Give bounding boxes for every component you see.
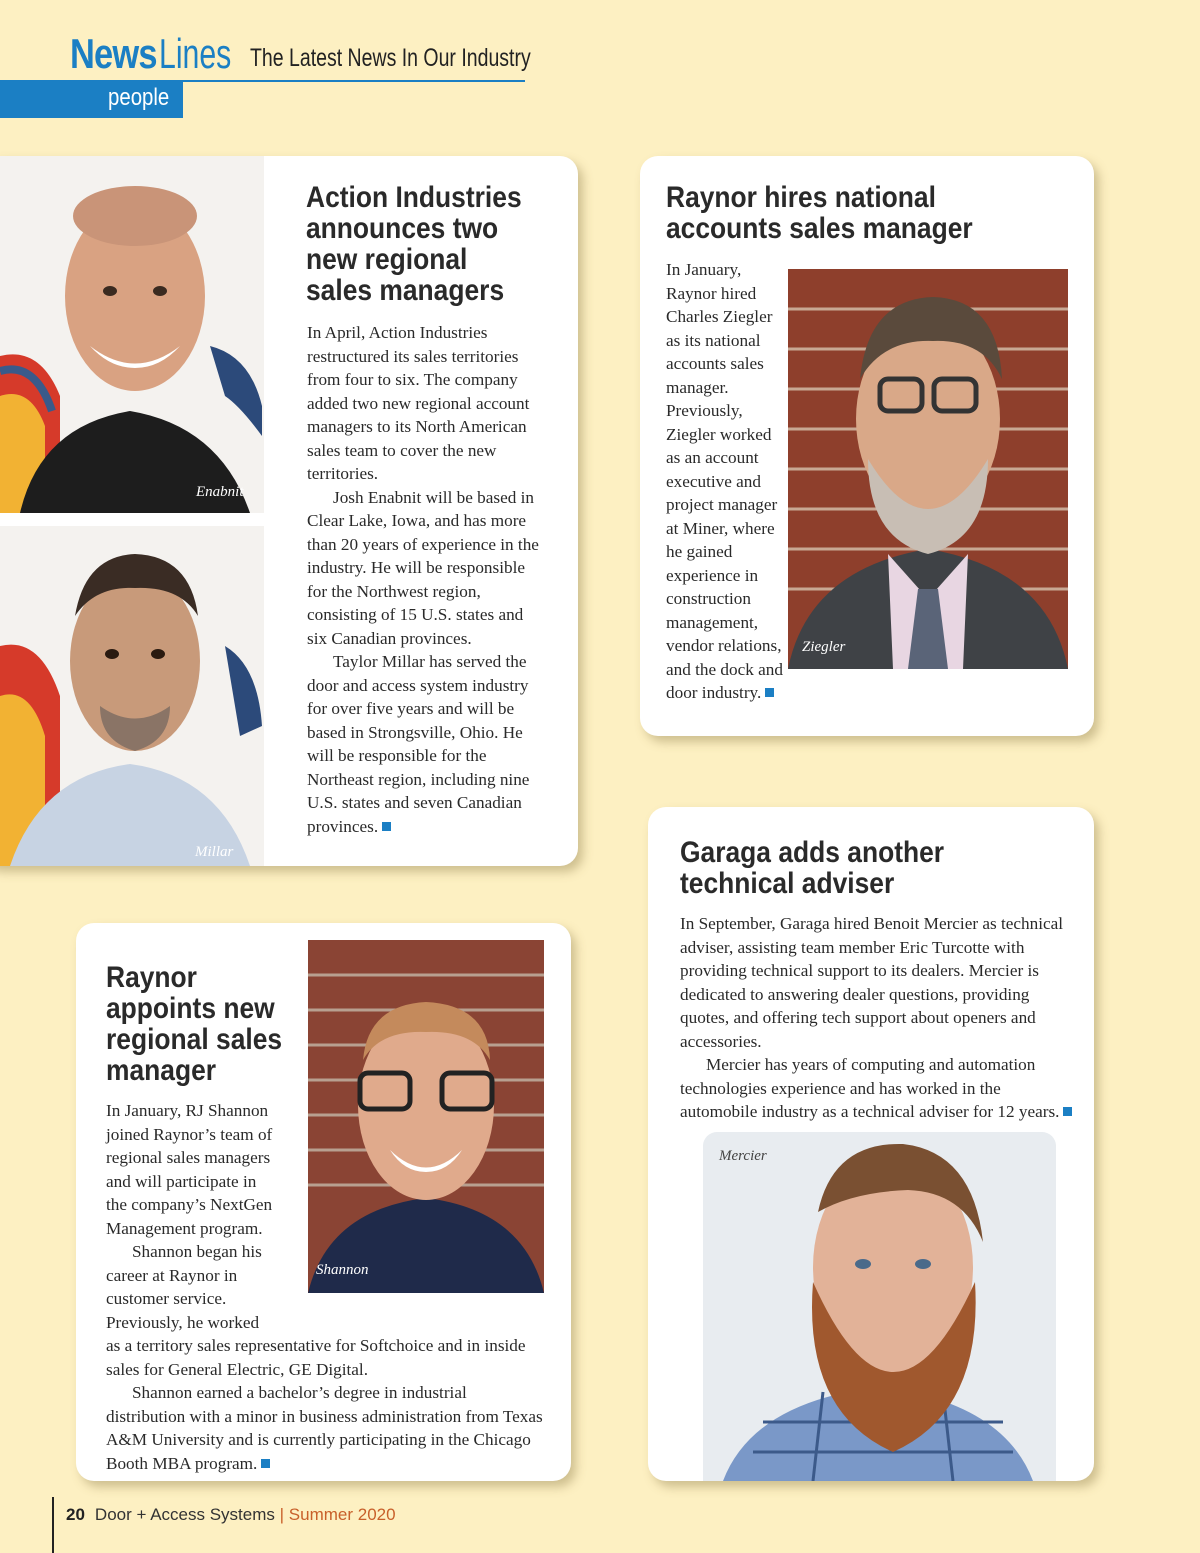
article-body-raynor-national xyxy=(666,258,966,705)
header-lines: Lines xyxy=(159,30,232,77)
paragraph: Shannon earned a bachelor’s degree in industrial distribution with a minor in business administration from Texas A&M University and is currently participating in the Chicago Booth MBA program. xyxy=(106,1383,543,1473)
article-card-action xyxy=(0,156,578,866)
article-title-raynor-national: Raynor hires national accounts sales manager xyxy=(666,181,973,245)
end-mark xyxy=(1063,1107,1072,1116)
page-footer xyxy=(52,1497,396,1553)
paragraph: In April, Action Industries restructured its sales territories from four to six. The company added two new regional account managers to its North American sales team to cover the new territories. xyxy=(307,323,530,483)
article-title-garaga: Garaga adds another technical adviser xyxy=(680,836,945,900)
photo-enabnit xyxy=(0,156,264,513)
footer-separator: | xyxy=(279,1505,285,1524)
section-tab-people xyxy=(0,80,183,118)
newslines-header xyxy=(70,30,531,82)
photo-mercier xyxy=(703,1132,1056,1481)
section-label: people xyxy=(108,84,170,111)
caption-enabnit: Enabnit xyxy=(196,484,244,500)
caption-shannon: Shannon xyxy=(316,1262,369,1278)
paragraph: Mercier has years of computing and automation technologies experience and has worked in the automobile industry as a technical adviser for 12 years. xyxy=(680,1055,1060,1121)
portrait-enabnit-image xyxy=(0,156,264,513)
article-body-raynor-regional xyxy=(106,1099,546,1475)
photo-spacer xyxy=(274,1099,546,1311)
magazine-name: Door + Access Systems xyxy=(94,1505,275,1524)
article-card-garaga xyxy=(648,807,1094,1481)
article-body-action xyxy=(307,321,539,838)
header-news: News xyxy=(70,30,157,77)
page-number: 20 xyxy=(66,1505,85,1524)
article-card-raynor-regional xyxy=(76,923,571,1481)
issue-date: Summer 2020 xyxy=(288,1505,396,1524)
article-title-action: Action Industries announces two new regional sales managers xyxy=(306,181,522,307)
paragraph: Taylor Millar has served the door and access system industry for over five years and will be based in Strongsville, Ohio. He will be responsible for the Northeast region, including nine U.S. states and seven Canadian provinces. xyxy=(307,652,530,836)
caption-millar: Millar xyxy=(195,844,234,860)
end-mark xyxy=(765,688,774,697)
photo-spacer xyxy=(786,258,966,671)
paragraph: Josh Enabnit will be based in Clear Lake, Iowa, and has more than 20 years of experience in the industry. He will be responsible for the Northwest region, consisting of 15 U.S. states and six Canadian provinces. xyxy=(307,487,539,648)
paragraph: In January, Raynor hired Charles Ziegler as its national accounts sales manager. Previously, Ziegler worked as an account executive and project manager at Miner, where he gained experience in construction management, vendor relations, and the dock and door industry. xyxy=(666,260,783,702)
article-card-raynor-national xyxy=(640,156,1094,736)
caption-mercier: Mercier xyxy=(719,1148,767,1164)
portrait-mercier-image xyxy=(703,1132,1056,1481)
article-title-raynor-regional: Raynor appoints new regional sales manager xyxy=(106,961,283,1087)
paragraph: Shannon began his career at Raynor in customer service. Previously, he worked as a territory sales representative for Softchoice and in inside sales for General Electric, GE Digital. xyxy=(106,1242,526,1379)
caption-ziegler: Ziegler xyxy=(802,639,846,655)
article-body-garaga xyxy=(680,912,1075,1124)
end-mark xyxy=(382,822,391,831)
header-tagline: The Latest News In Our Industry xyxy=(250,44,531,72)
end-mark xyxy=(261,1459,270,1468)
portrait-millar-image xyxy=(0,526,264,866)
photo-millar xyxy=(0,526,264,866)
paragraph: In January, RJ Shannon joined Raynor’s team of regional sales managers and will participate in the company’s NextGen Management program. xyxy=(106,1101,273,1238)
paragraph: In September, Garaga hired Benoit Mercier as technical adviser, assisting team member Eric Turcotte with providing technical support to its dealers. Mercier is dedicated to answering dealer questions, providing quotes, and offering tech support about openers and accessories. xyxy=(680,914,1064,1051)
